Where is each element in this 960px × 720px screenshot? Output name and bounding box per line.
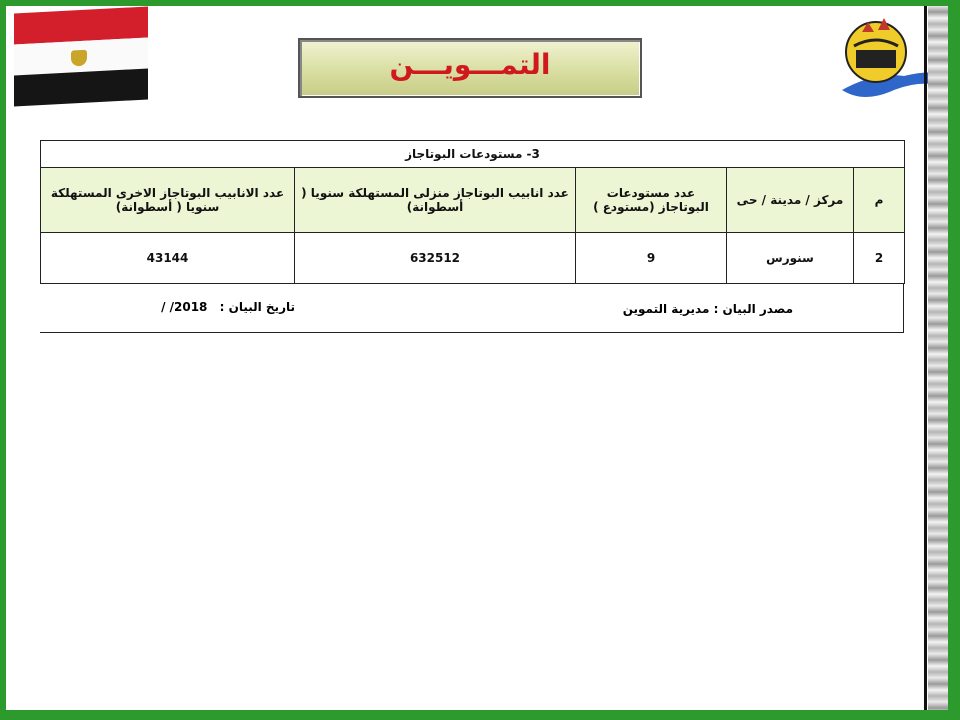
divider-line: [924, 6, 927, 710]
date-label: تاريخ البيان :: [219, 300, 295, 314]
cell-depots: 9: [576, 233, 727, 284]
cell-other-cylinders: 43144: [41, 233, 295, 284]
section-row: [41, 141, 905, 168]
header-district: مركز / مدينة / حى: [727, 168, 854, 233]
slide: [6, 6, 948, 710]
header-serial: م: [854, 168, 905, 233]
title-box: [298, 38, 642, 98]
source-footer: [40, 284, 904, 333]
header-row: [41, 168, 905, 233]
cell-serial: 2: [854, 233, 905, 284]
header-home-cylinders: عدد انابيب البوتاجاز منزلى المستهلكة سنويا ( أسطوانة): [295, 168, 576, 233]
cell-district: سنورس: [727, 233, 854, 284]
decorative-border: [928, 6, 948, 710]
egypt-flag-icon: [14, 6, 148, 105]
date-value: / /2018: [161, 300, 208, 314]
header-depots: عدد مستودعات البوتاجاز (مستودع ): [576, 168, 727, 233]
header-other-cylinders: عدد الانابيب البوتاجاز الاخرى المستهلكة سنويا ( أسطوانة): [41, 168, 295, 233]
page-title: التمـــويـــن: [389, 48, 551, 81]
date-text: [161, 300, 295, 314]
depots-table: [40, 140, 905, 284]
table-row: [41, 233, 905, 284]
section-title: 3- مستودعات البوتاجاز: [41, 141, 905, 168]
source-text: مصدر البيان : مديرية التموين: [622, 302, 793, 316]
cell-home-cylinders: 632512: [295, 233, 576, 284]
